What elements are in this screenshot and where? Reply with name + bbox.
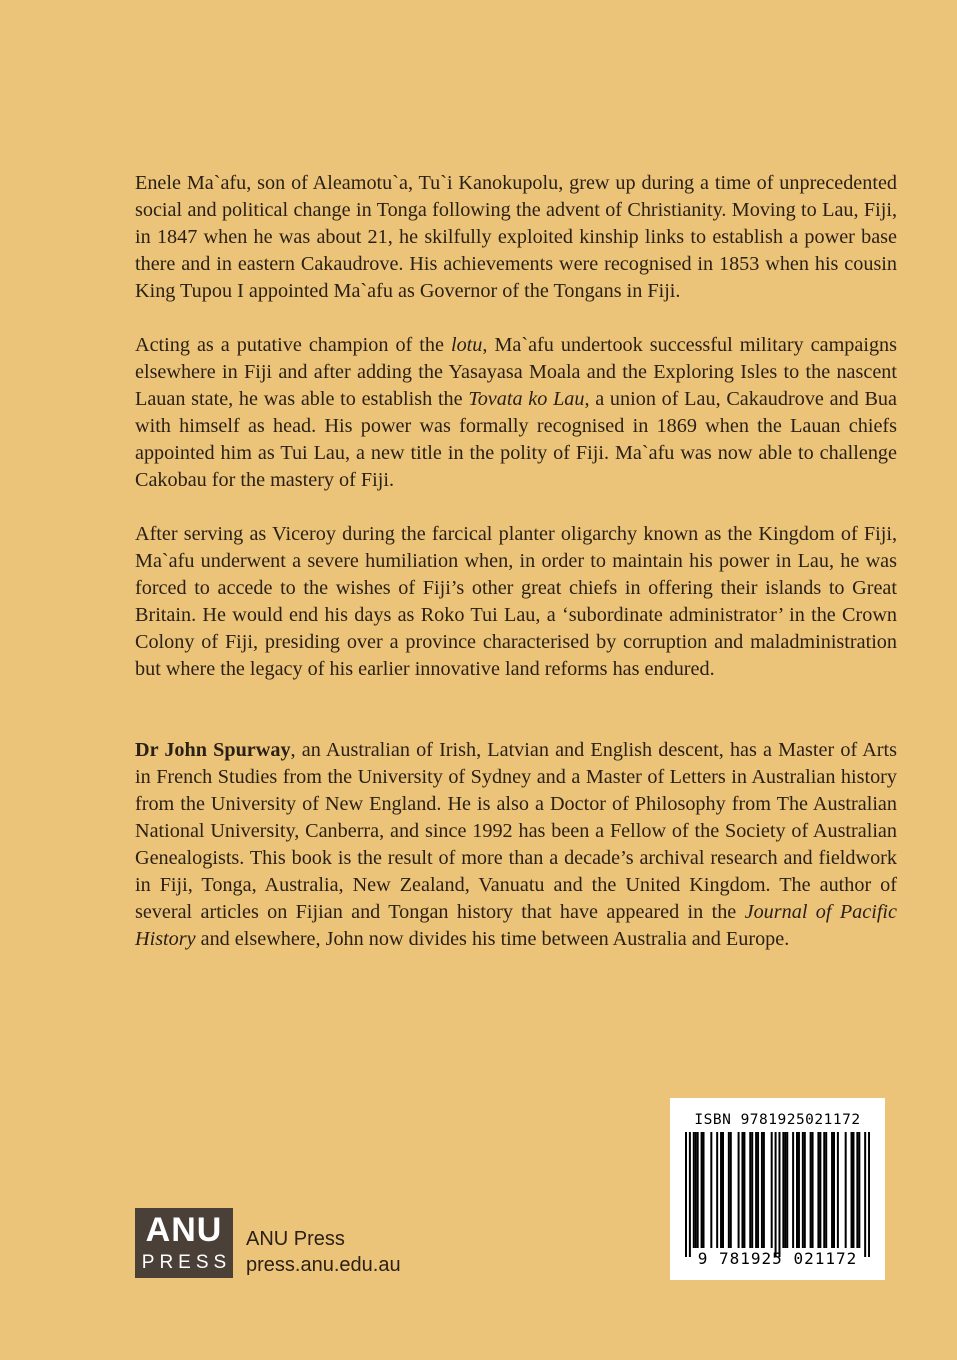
barcode-bar [716, 1132, 718, 1248]
author-bio [135, 737, 897, 953]
barcode-bar [819, 1132, 821, 1248]
barcode-bar [804, 1132, 806, 1248]
barcode-bar [833, 1132, 835, 1248]
barcode-bar [703, 1132, 705, 1248]
back-cover-blurb [135, 170, 897, 980]
author-bio-part-a: , an Australian of Irish, Latvian and English descent, has a Master of Arts in French Studies from the University of Sydney and a Master of Letters in Australian history from the University of New England. He is also a Doctor of Philosophy from The Australian National University, Canberra, and since 1992 has been a Fellow of the Society of Australian Genealogists. This book is the result of more than a decade’s archival research and fieldwork in Fiji, Tonga, Australia, New Zealand, Vanuatu and the United Kingdom. The author of several articles on Fijian and Tongan history that have appeared in the [135, 739, 897, 923]
barcode-bar [757, 1132, 759, 1248]
barcode-bar [771, 1132, 773, 1248]
barcode-bars [685, 1132, 870, 1257]
barcode-bar [823, 1132, 825, 1248]
barcode-bar [749, 1132, 751, 1248]
barcode-bar [741, 1132, 743, 1248]
barcode-bar [720, 1132, 722, 1248]
barcode-bar [796, 1132, 798, 1248]
barcode-bar [695, 1132, 697, 1248]
isbn-label: ISBN 9781925021172 [694, 1112, 861, 1128]
barcode-bar [786, 1132, 788, 1248]
barcode-bar [710, 1132, 712, 1248]
barcode-bar [845, 1132, 847, 1248]
publisher-name: ANU Press [246, 1228, 345, 1250]
barcode-bar [761, 1132, 763, 1248]
barcode-bar [852, 1132, 854, 1248]
publisher-info [246, 1226, 401, 1278]
blurb-p2-part-a: Acting as a putative champion of the [135, 334, 451, 356]
author-bio-part-b: and elsewhere, John now divides his time between Australia and Europe. [195, 928, 790, 950]
barcode-bar [763, 1132, 765, 1248]
barcode-bar [812, 1132, 814, 1248]
isbn-barcode [670, 1098, 885, 1280]
barcode-bar [858, 1132, 860, 1248]
barcode-bar [697, 1132, 699, 1248]
barcode-bar [738, 1132, 740, 1248]
barcode-bar [689, 1132, 691, 1257]
barcode-bar [792, 1132, 794, 1248]
barcode-bar [817, 1132, 819, 1248]
barcode-bar [798, 1132, 800, 1248]
barcode-bar [685, 1132, 687, 1257]
barcode-bar [856, 1132, 858, 1248]
blurb-paragraph-1: Enele Ma`afu, son of Aleamotu`a, Tu`i Kanokupolu, grew up during a time of unprecedented social and political change in Tonga following the advent of Christianity. Moving to Lau, Fiji, in 1847 when he was about 21, he skilfully exploited kinship links to establish a power base there and in eastern Cakaudrove. His achievements were recognised in 1853 when his cousin King Tupou I appointed Ma`afu as Governor of the Tongans in Fiji. [135, 172, 897, 302]
blurb-p2-part-c: , a union of Lau, Cakaudrove and Bua with himself as head. His power was formally recognised in 1869 when the Lauan chiefs appointed him as Tui Lau, a new title in the polity of Fiji. Ma`afu was now able to challenge Cakobau for the mastery of Fiji. [135, 388, 897, 491]
barcode-bar [810, 1132, 812, 1248]
barcode-bar [825, 1132, 827, 1248]
blurb-paragraph-3: After serving as Viceroy during the farcical planter oligarchy known as the Kingdom of Fiji, Ma`afu underwent a severe humiliation when, in order to maintain his power in Lau, he was forced to accede to the wishes of Fiji’s other great chiefs in offering their islands to Great Britain. He would end his days as Roko Tui Lau, a ‘subordinate administrator’ in the Crown Colony of Fiji, presiding over a province characterised by corruption and maladministration but where the legacy of his earlier innovative land reforms has endured. [135, 523, 897, 680]
blurb-lotu-italic: lotu [450, 334, 483, 356]
barcode-bar [851, 1132, 853, 1248]
barcode-bar [837, 1132, 839, 1248]
author-name: Dr John Spurway [135, 739, 291, 761]
barcode-bar [755, 1132, 757, 1248]
blurb-p2-part-b: , Ma`afu undertook successful military campaigns elsewhere in Fiji and after adding the Yasayasa Moala and the Exploring Isles to the nascent Lauan state, he was able to establish the [135, 334, 897, 410]
barcode-bar [701, 1132, 703, 1248]
barcode-bar [743, 1132, 745, 1248]
barcode-bar [730, 1132, 732, 1248]
barcode-bar [728, 1132, 730, 1248]
barcode-bar [751, 1132, 753, 1248]
publisher-url: press.anu.edu.au [246, 1254, 401, 1276]
journal-title: Journal of Pacific History [135, 901, 897, 950]
barcode-bar [802, 1132, 804, 1248]
logo-top-text: ANU [145, 1211, 223, 1249]
barcode-bar [775, 1132, 777, 1257]
barcode-digits: 9 781925 021172 [697, 1249, 858, 1268]
barcode-bar [782, 1132, 784, 1248]
barcode-bar [722, 1132, 724, 1248]
barcode-bar [868, 1132, 870, 1257]
logo-bottom-text: PRESS [141, 1252, 232, 1273]
barcode-bar [864, 1132, 866, 1257]
barcode-bar [693, 1132, 695, 1248]
barcode-bar [778, 1132, 780, 1257]
blurb-tovata-italic: Tovata ko Lau [468, 388, 585, 410]
barcode-bar [831, 1132, 833, 1248]
blurb-paragraph-2 [135, 332, 897, 494]
anu-press-logo [135, 1208, 233, 1278]
barcode-bar [784, 1132, 786, 1248]
